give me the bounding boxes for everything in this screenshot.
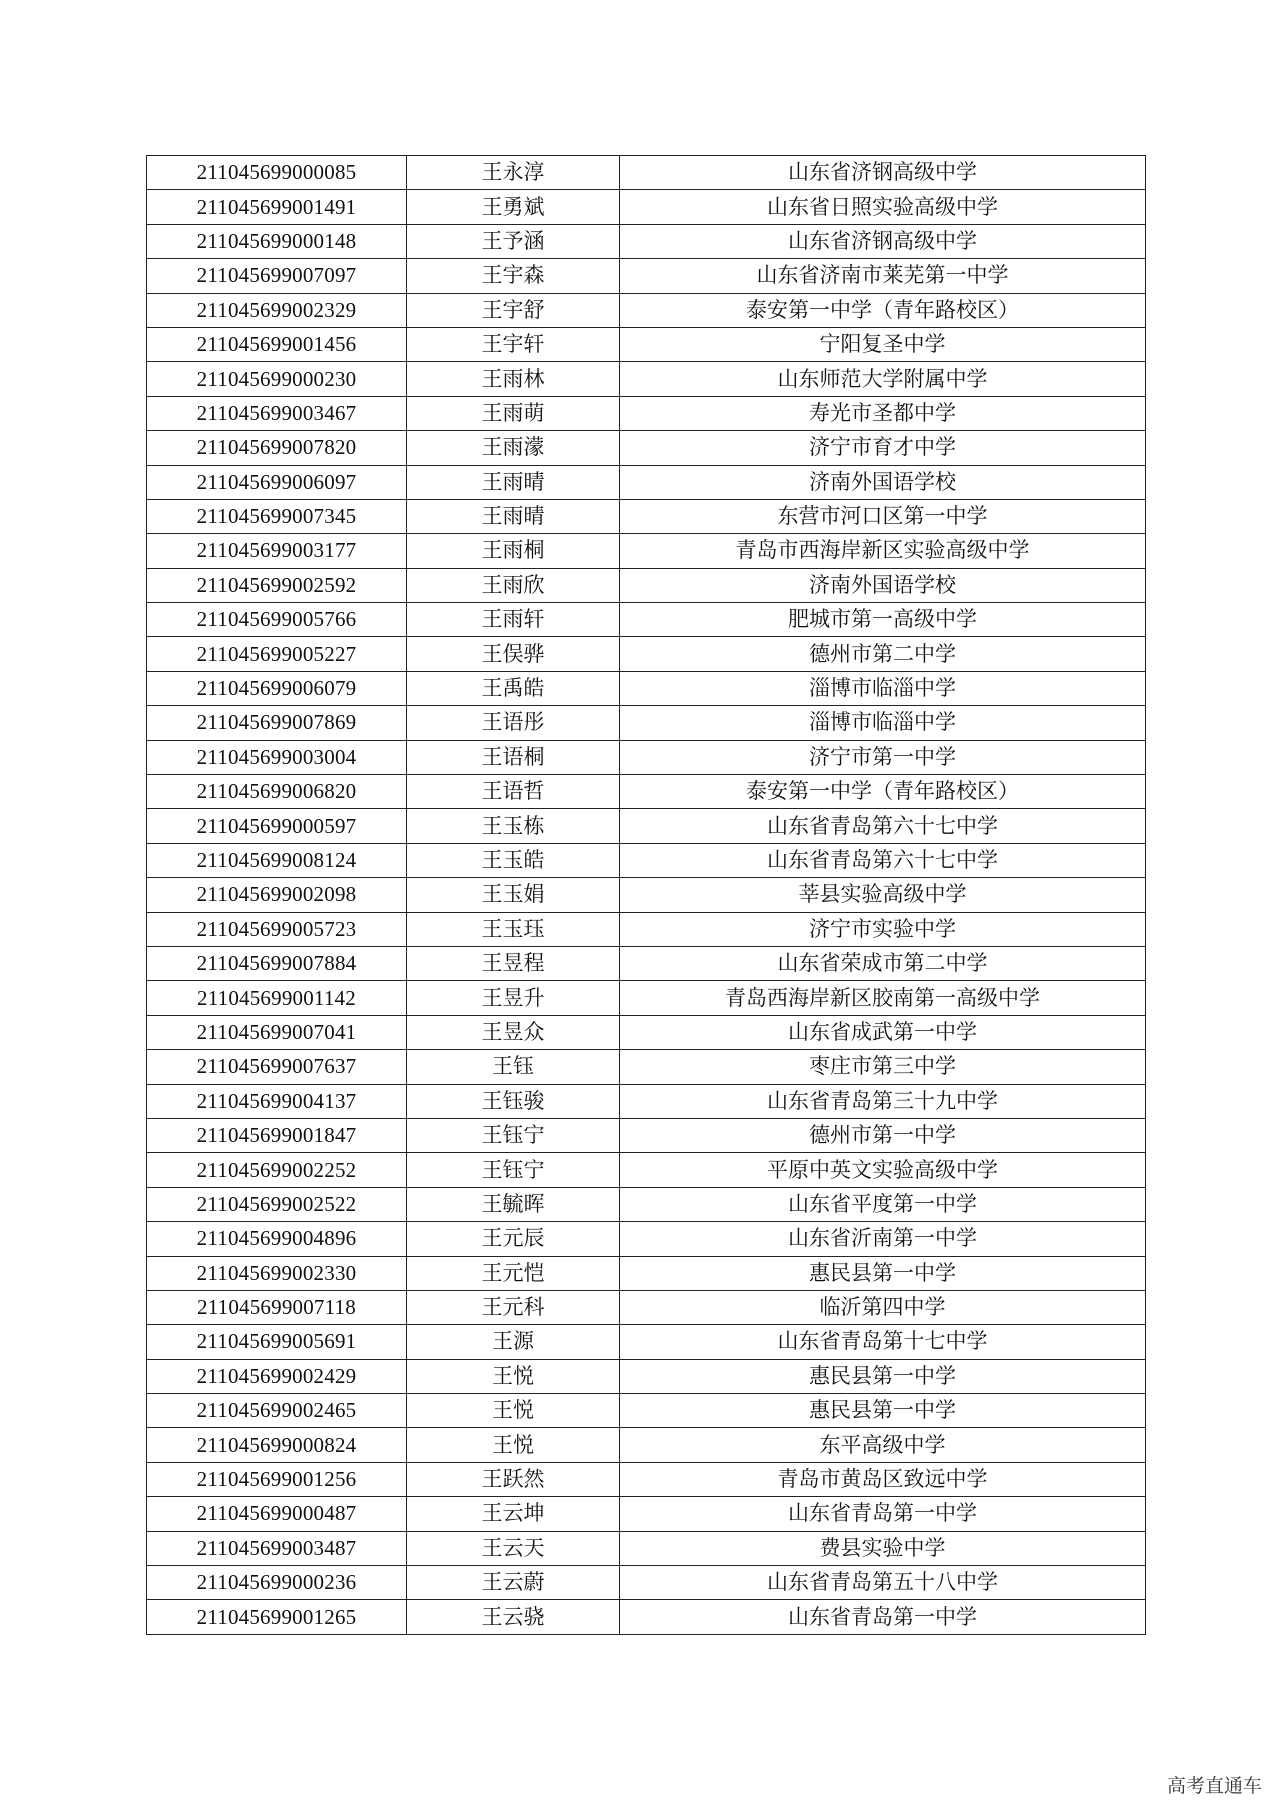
exam-id-cell: 211045699001256 <box>147 1462 407 1496</box>
student-name-cell: 王玉栋 <box>407 809 620 843</box>
student-name-cell: 王玉娟 <box>407 878 620 912</box>
table-row <box>147 1325 1146 1359</box>
school-name-cell: 济宁市实验中学 <box>620 912 1146 946</box>
exam-id-cell: 211045699000824 <box>147 1428 407 1462</box>
student-name-cell: 王云坤 <box>407 1497 620 1531</box>
student-name-cell: 王宇轩 <box>407 327 620 361</box>
exam-id-cell: 211045699001491 <box>147 190 407 224</box>
table-row <box>147 1531 1146 1565</box>
school-name-cell: 德州市第一中学 <box>620 1118 1146 1152</box>
exam-id-cell: 211045699002429 <box>147 1359 407 1393</box>
school-name-cell: 淄博市临淄中学 <box>620 706 1146 740</box>
school-name-cell: 枣庄市第三中学 <box>620 1050 1146 1084</box>
table-row <box>147 1600 1146 1634</box>
school-name-cell: 泰安第一中学（青年路校区） <box>620 293 1146 327</box>
exam-id-cell: 211045699004896 <box>147 1222 407 1256</box>
exam-id-cell: 211045699000487 <box>147 1497 407 1531</box>
student-name-cell: 王宇森 <box>407 259 620 293</box>
student-name-cell: 王悦 <box>407 1394 620 1428</box>
school-name-cell: 寿光市圣都中学 <box>620 396 1146 430</box>
student-name-cell: 王钰宁 <box>407 1153 620 1187</box>
table-row <box>147 362 1146 396</box>
student-name-cell: 王昱升 <box>407 981 620 1015</box>
table-row <box>147 740 1146 774</box>
school-name-cell: 宁阳复圣中学 <box>620 327 1146 361</box>
table-row <box>147 603 1146 637</box>
exam-id-cell: 211045699001142 <box>147 981 407 1015</box>
school-name-cell: 青岛西海岸新区胶南第一高级中学 <box>620 981 1146 1015</box>
table-row <box>147 1050 1146 1084</box>
student-name-cell: 王云蔚 <box>407 1566 620 1600</box>
exam-id-cell: 211045699001456 <box>147 327 407 361</box>
student-name-cell: 王悦 <box>407 1428 620 1462</box>
exam-id-cell: 211045699002329 <box>147 293 407 327</box>
school-name-cell: 青岛市黄岛区致远中学 <box>620 1462 1146 1496</box>
exam-id-cell: 211045699006820 <box>147 775 407 809</box>
exam-id-cell: 211045699003177 <box>147 534 407 568</box>
table-row <box>147 1290 1146 1324</box>
school-name-cell: 济宁市育才中学 <box>620 431 1146 465</box>
exam-id-cell: 211045699007637 <box>147 1050 407 1084</box>
student-name-cell: 王昱众 <box>407 1015 620 1049</box>
exam-id-cell: 211045699003004 <box>147 740 407 774</box>
student-name-cell: 王源 <box>407 1325 620 1359</box>
student-name-cell: 王元科 <box>407 1290 620 1324</box>
school-name-cell: 山东省青岛第三十九中学 <box>620 1084 1146 1118</box>
exam-id-cell: 211045699006097 <box>147 465 407 499</box>
student-name-cell: 王云骁 <box>407 1600 620 1634</box>
school-name-cell: 济宁市第一中学 <box>620 740 1146 774</box>
exam-id-cell: 211045699000597 <box>147 809 407 843</box>
student-name-cell: 王玉皓 <box>407 843 620 877</box>
school-name-cell: 山东省青岛第一中学 <box>620 1600 1146 1634</box>
school-name-cell: 东营市河口区第一中学 <box>620 499 1146 533</box>
table-row <box>147 912 1146 946</box>
table-row <box>147 1015 1146 1049</box>
table-row <box>147 1428 1146 1462</box>
exam-id-cell: 211045699005766 <box>147 603 407 637</box>
school-name-cell: 淄博市临淄中学 <box>620 671 1146 705</box>
table-row <box>147 1394 1146 1428</box>
student-name-cell: 王悦 <box>407 1359 620 1393</box>
school-name-cell: 山东省济钢高级中学 <box>620 156 1146 190</box>
student-name-cell: 王跃然 <box>407 1462 620 1496</box>
school-name-cell: 惠民县第一中学 <box>620 1394 1146 1428</box>
student-name-cell: 王雨林 <box>407 362 620 396</box>
school-name-cell: 山东省平度第一中学 <box>620 1187 1146 1221</box>
school-name-cell: 莘县实验高级中学 <box>620 878 1146 912</box>
student-name-cell: 王语桐 <box>407 740 620 774</box>
school-name-cell: 平原中英文实验高级中学 <box>620 1153 1146 1187</box>
table-row <box>147 775 1146 809</box>
exam-id-cell: 211045699002330 <box>147 1256 407 1290</box>
table-row <box>147 224 1146 258</box>
table-row <box>147 878 1146 912</box>
table-row <box>147 1497 1146 1531</box>
student-name-cell: 王元辰 <box>407 1222 620 1256</box>
student-name-cell: 王雨晴 <box>407 499 620 533</box>
table-row <box>147 1118 1146 1152</box>
exam-id-cell: 211045699004137 <box>147 1084 407 1118</box>
school-name-cell: 肥城市第一高级中学 <box>620 603 1146 637</box>
school-name-cell: 惠民县第一中学 <box>620 1359 1146 1393</box>
exam-id-cell: 211045699005227 <box>147 637 407 671</box>
table-row <box>147 671 1146 705</box>
student-name-cell: 王雨桐 <box>407 534 620 568</box>
exam-id-cell: 211045699007820 <box>147 431 407 465</box>
table-row <box>147 981 1146 1015</box>
student-name-cell: 王勇斌 <box>407 190 620 224</box>
school-name-cell: 泰安第一中学（青年路校区） <box>620 775 1146 809</box>
table-row <box>147 1153 1146 1187</box>
exam-id-cell: 211045699005691 <box>147 1325 407 1359</box>
table-row <box>147 568 1146 602</box>
student-name-cell: 王予涵 <box>407 224 620 258</box>
student-name-cell: 王语哲 <box>407 775 620 809</box>
exam-id-cell: 211045699002592 <box>147 568 407 602</box>
table-row <box>147 946 1146 980</box>
exam-id-cell: 211045699005723 <box>147 912 407 946</box>
table-row <box>147 259 1146 293</box>
exam-id-cell: 211045699003487 <box>147 1531 407 1565</box>
student-name-cell: 王玉珏 <box>407 912 620 946</box>
student-name-cell: 王永淳 <box>407 156 620 190</box>
exam-id-cell: 211045699007118 <box>147 1290 407 1324</box>
exam-id-cell: 211045699002522 <box>147 1187 407 1221</box>
exam-id-cell: 211045699007041 <box>147 1015 407 1049</box>
school-name-cell: 临沂第四中学 <box>620 1290 1146 1324</box>
table-row <box>147 1222 1146 1256</box>
table-row <box>147 1084 1146 1118</box>
student-name-cell: 王雨轩 <box>407 603 620 637</box>
school-name-cell: 山东省青岛第十七中学 <box>620 1325 1146 1359</box>
student-name-cell: 王钰骏 <box>407 1084 620 1118</box>
exam-id-cell: 211045699002465 <box>147 1394 407 1428</box>
exam-id-cell: 211045699001847 <box>147 1118 407 1152</box>
school-name-cell: 山东省青岛第六十七中学 <box>620 809 1146 843</box>
exam-id-cell: 211045699006079 <box>147 671 407 705</box>
exam-id-cell: 211045699000236 <box>147 1566 407 1600</box>
school-name-cell: 山东师范大学附属中学 <box>620 362 1146 396</box>
exam-id-cell: 211045699003467 <box>147 396 407 430</box>
table-row <box>147 156 1146 190</box>
student-name-cell: 王俣骅 <box>407 637 620 671</box>
student-name-cell: 王毓晖 <box>407 1187 620 1221</box>
student-name-cell: 王元恺 <box>407 1256 620 1290</box>
table-body <box>147 156 1146 1635</box>
student-name-cell: 王雨濛 <box>407 431 620 465</box>
student-name-cell: 王昱程 <box>407 946 620 980</box>
table-row <box>147 431 1146 465</box>
exam-id-cell: 211045699007884 <box>147 946 407 980</box>
table-row <box>147 499 1146 533</box>
table-row <box>147 1566 1146 1600</box>
school-name-cell: 山东省济钢高级中学 <box>620 224 1146 258</box>
student-name-cell: 王宇舒 <box>407 293 620 327</box>
table-row <box>147 465 1146 499</box>
exam-id-cell: 211045699002098 <box>147 878 407 912</box>
school-name-cell: 山东省日照实验高级中学 <box>620 190 1146 224</box>
exam-id-cell: 211045699000085 <box>147 156 407 190</box>
school-name-cell: 山东省成武第一中学 <box>620 1015 1146 1049</box>
school-name-cell: 山东省沂南第一中学 <box>620 1222 1146 1256</box>
table-row <box>147 1359 1146 1393</box>
school-name-cell: 费县实验中学 <box>620 1531 1146 1565</box>
table-row <box>147 1187 1146 1221</box>
exam-id-cell: 211045699007869 <box>147 706 407 740</box>
exam-id-cell: 211045699002252 <box>147 1153 407 1187</box>
school-name-cell: 山东省青岛第六十七中学 <box>620 843 1146 877</box>
school-name-cell: 山东省青岛第一中学 <box>620 1497 1146 1531</box>
table-row <box>147 534 1146 568</box>
table-row <box>147 637 1146 671</box>
school-name-cell: 济南外国语学校 <box>620 568 1146 602</box>
student-name-cell: 王钰宁 <box>407 1118 620 1152</box>
exam-id-cell: 211045699001265 <box>147 1600 407 1634</box>
exam-id-cell: 211045699000230 <box>147 362 407 396</box>
school-name-cell: 山东省济南市莱芜第一中学 <box>620 259 1146 293</box>
table-row <box>147 327 1146 361</box>
table-row <box>147 396 1146 430</box>
school-name-cell: 德州市第二中学 <box>620 637 1146 671</box>
student-name-cell: 王雨晴 <box>407 465 620 499</box>
table-row <box>147 1462 1146 1496</box>
exam-id-cell: 211045699000148 <box>147 224 407 258</box>
table-row <box>147 843 1146 877</box>
table-row <box>147 809 1146 843</box>
table-row <box>147 1256 1146 1290</box>
table-row <box>147 706 1146 740</box>
student-list-table <box>146 155 1146 1635</box>
school-name-cell: 山东省青岛第五十八中学 <box>620 1566 1146 1600</box>
student-name-cell: 王钰 <box>407 1050 620 1084</box>
student-name-cell: 王语彤 <box>407 706 620 740</box>
student-name-cell: 王云天 <box>407 1531 620 1565</box>
school-name-cell: 济南外国语学校 <box>620 465 1146 499</box>
student-name-cell: 王雨萌 <box>407 396 620 430</box>
student-name-cell: 王禹皓 <box>407 671 620 705</box>
watermark-text: 高考直通车 <box>1166 1775 1262 1797</box>
exam-id-cell: 211045699007097 <box>147 259 407 293</box>
table-row <box>147 190 1146 224</box>
exam-id-cell: 211045699007345 <box>147 499 407 533</box>
school-name-cell: 东平高级中学 <box>620 1428 1146 1462</box>
school-name-cell: 惠民县第一中学 <box>620 1256 1146 1290</box>
table-row <box>147 293 1146 327</box>
school-name-cell: 青岛市西海岸新区实验高级中学 <box>620 534 1146 568</box>
student-name-cell: 王雨欣 <box>407 568 620 602</box>
exam-id-cell: 211045699008124 <box>147 843 407 877</box>
school-name-cell: 山东省荣成市第二中学 <box>620 946 1146 980</box>
